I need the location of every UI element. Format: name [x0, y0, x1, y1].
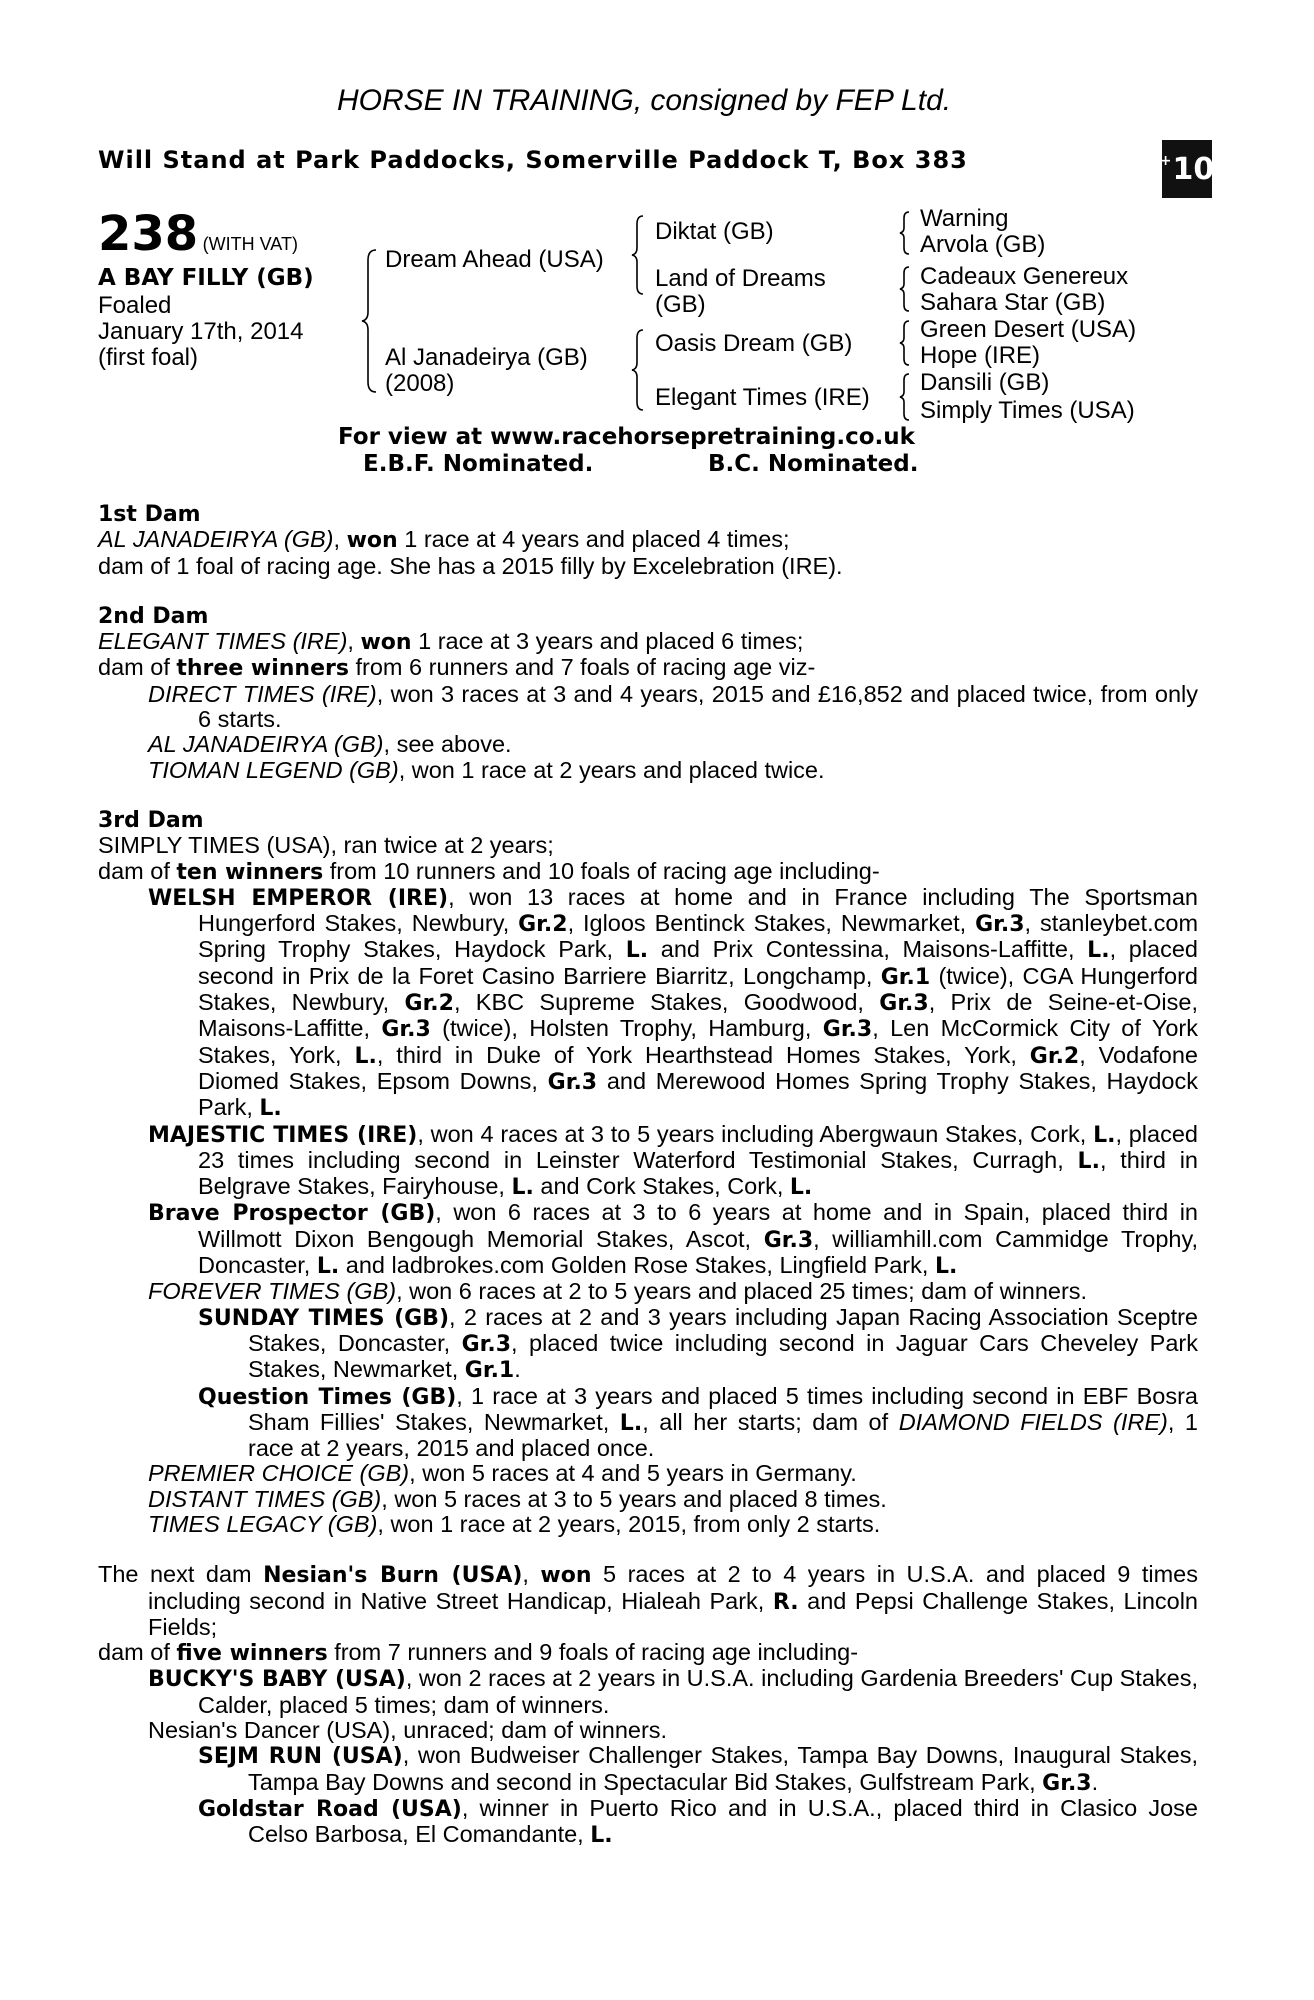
text: The next dam	[98, 1561, 264, 1588]
text: , won 5 races at 3 to 5 years and placed 8 times.	[381, 1485, 887, 1512]
text: , won 6 races at 3 to 6 years at home and in Spain, placed third in Willmott Dixon Bengough Memorial Stakes, Ascot,	[198, 1199, 1198, 1252]
progeny-nesians-dancer: Nesian's Dancer (USA), unraced; dam of winners.	[148, 1717, 668, 1744]
sire-dam-line2: (GB)	[655, 291, 706, 318]
brace-ds	[898, 319, 912, 367]
lot-description: A BAY FILLY (GB)	[98, 265, 314, 291]
text: dam of	[98, 1639, 177, 1666]
grade: Gr.2	[1029, 1043, 1080, 1069]
badge-number: 10	[1172, 151, 1215, 187]
grade: L.	[511, 1175, 534, 1201]
horse-name: WELSH EMPEROR (IRE)	[148, 885, 449, 911]
progeny-premier-choice	[98, 1461, 1198, 1486]
text: , won 1 race at 2 years and placed twice.	[398, 756, 825, 783]
grade: L.	[259, 1096, 282, 1122]
text: dam of	[98, 654, 177, 681]
text: (twice), Holsten Trophy, Hamburg,	[430, 1015, 823, 1042]
dam-sire: Oasis Dream (GB)	[655, 330, 853, 357]
progeny-goldstar-road	[98, 1796, 1198, 1849]
lot-number: 238	[98, 206, 199, 262]
text: , winner in Puerto Rico and in U.S.A., placed third in Clasico Jose Celso Barbosa, El Comandante,	[248, 1794, 1198, 1848]
progeny-sunday-times: SUNDAY TIMES (GB), 2 races at 2 and 3 years including Japan Racing Association Sceptre Stakes, Doncaster, Gr.3, placed twice including second in Jaguar Cars Cheveley Park Stakes, Newmarket, Gr.1.	[198, 1303, 1198, 1384]
progeny-direct-times	[98, 682, 1198, 733]
progeny-buckys-baby	[98, 1666, 1198, 1718]
lot-number-row	[98, 206, 298, 262]
brace-dam	[630, 328, 646, 412]
first-dam-heading: 1st Dam	[98, 502, 201, 527]
brace-sire-dam	[360, 248, 380, 394]
text: , Vodafone Diomed Stakes, Epsom Downs,	[198, 1041, 1198, 1094]
text: , placed second in Prix de la Foret Casino Barriere Biarritz, Longchamp,	[198, 936, 1198, 989]
horse-name: PREMIER CHOICE (GB)	[148, 1460, 410, 1487]
grade: Gr.3	[381, 1017, 431, 1043]
text: , won 4 races at 3 to 5 years including Abergwaun Stakes, Cork,	[417, 1120, 1094, 1147]
stand-line: Will Stand at Park Paddocks, Somerville Paddock T, Box 383	[98, 146, 968, 174]
first-foal-note: (first foal)	[98, 344, 199, 371]
dam-name: ELEGANT TIMES (IRE)	[98, 628, 348, 655]
text: and Cork Stakes, Cork,	[533, 1173, 790, 1200]
brace-sd	[898, 265, 912, 313]
horse-name: TIMES LEGACY (GB)	[148, 1510, 378, 1537]
text: , won 5 races at 4 and 5 years in Germany.	[409, 1460, 857, 1487]
dam-dam: Elegant Times (IRE)	[655, 384, 870, 411]
grade: L.	[1093, 1122, 1116, 1148]
horse-name: Question Times (GB)	[198, 1384, 457, 1410]
dam-name: AL JANADEIRYA (GB)	[98, 526, 334, 553]
text: , won 1 race at 2 years, 2015, from only 2 starts.	[377, 1510, 881, 1537]
text: , third in Belgrave Stakes, Fairyhouse,	[198, 1146, 1198, 1200]
text: and Pepsi Challenge Stakes, Lincoln Fields;	[148, 1587, 1198, 1640]
progeny-welsh-emperor	[98, 885, 1198, 1122]
text: , placed twice including second in Jaguar Cars Cheveley Park Stakes, Newmarket,	[248, 1329, 1198, 1383]
progeny-al-janadeirya	[98, 732, 1198, 757]
spacer	[98, 579, 1198, 604]
text: , won 6 races at 2 to 5 years and placed 25 times; dam of winners.	[396, 1278, 1088, 1305]
winners-count: ten winners	[176, 859, 324, 885]
spacer	[98, 1537, 1198, 1562]
progeny-forever-times	[98, 1279, 1198, 1304]
first-dam-line1: AL JANADEIRYA (GB), won 1 race at 4 years and placed 4 times;	[98, 526, 790, 554]
grade: Gr.2	[404, 991, 454, 1017]
horse-name: DIAMOND FIELDS (IRE)	[898, 1408, 1168, 1435]
lot-badge	[1159, 140, 1215, 198]
text: , placed 23 times including second in Leinster Waterford Testimonial Stakes, Curragh,	[198, 1120, 1198, 1173]
ggdam-2: Sahara Star (GB)	[920, 289, 1106, 316]
second-dam-line1: ELEGANT TIMES (IRE), won 1 race at 3 years and placed 6 times;	[98, 628, 804, 656]
grade: R.	[772, 1589, 799, 1615]
brace-dd	[898, 372, 912, 422]
text: and ladbrokes.com Golden Rose Stakes, Lingfield Park,	[339, 1252, 935, 1279]
first-dam-line2: dam of 1 foal of racing age. She has a 2015 filly by Excelebration (IRE).	[98, 552, 843, 579]
bc-nominated: B.C. Nominated.	[708, 451, 919, 477]
progeny-question-times	[98, 1384, 1198, 1462]
vat-label: (WITH VAT)	[202, 234, 298, 254]
next-dam-damof	[98, 1640, 1198, 1666]
progeny-times-legacy	[98, 1512, 1198, 1537]
grade: L.	[789, 1175, 813, 1201]
progeny-brave-prospector	[98, 1200, 1198, 1279]
text: and Prix Contessina, Maisons-Laffitte,	[648, 936, 1088, 963]
text: , Igloos Bentinck Stakes, Newmarket,	[567, 910, 976, 937]
text: dam of	[98, 857, 177, 884]
dam-year: (2008)	[385, 370, 455, 397]
text: ,	[522, 1561, 541, 1588]
catalogue-body	[98, 502, 1198, 1849]
ggsire-4: Dansili (GB)	[920, 369, 1050, 396]
horse-name: TIOMAN LEGEND (GB)	[148, 756, 399, 783]
horse-name: MAJESTIC TIMES (IRE)	[148, 1122, 418, 1148]
brace-ss	[898, 210, 912, 256]
horse-name: Brave Prospector (GB)	[148, 1201, 436, 1227]
won-word: won	[540, 1563, 592, 1589]
grade: L.	[619, 1410, 643, 1436]
grade: Gr.3	[547, 1069, 598, 1095]
third-dam-line1: SIMPLY TIMES (USA), ran twice at 2 years;	[98, 832, 554, 859]
ggdam-3: Hope (IRE)	[920, 342, 1041, 369]
text: , third in Duke of York Hearthstead Homes Stakes, York,	[376, 1041, 1030, 1068]
text: 1 race at 3 years and placed 6 times;	[411, 628, 804, 655]
ebf-nominated: E.B.F. Nominated.	[363, 451, 594, 477]
horse-name: SEJM RUN (USA)	[198, 1744, 403, 1770]
progeny-sejm-run: SEJM RUN (USA), won Budweiser Challenger Stakes, Tampa Bay Downs, Inaugural Stakes, Tampa Bay Downs and second in Spectacular Bid Stakes, Gulfstream Park, Gr.3.	[198, 1742, 1198, 1796]
text: , see above.	[383, 731, 512, 758]
grade: L.	[590, 1823, 613, 1849]
third-dam-heading: 3rd Dam	[98, 807, 204, 833]
ggdam-1: Arvola (GB)	[920, 231, 1046, 258]
foaled-label: Foaled	[98, 292, 172, 319]
sire-dam-line1: Land of Dreams	[655, 265, 826, 292]
consignor-header: HORSE IN TRAINING, consigned by FEP Ltd.	[337, 84, 952, 117]
horse-name: AL JANADEIRYA (GB)	[148, 731, 384, 758]
ggsire-2: Cadeaux Genereux	[920, 263, 1129, 290]
grade: Gr.3	[975, 912, 1025, 938]
foaled-date: January 17th, 2014	[98, 318, 304, 345]
text: , won 2 races at 2 years in U.S.A. including Gardenia Breeders' Cup Stakes, Calder, placed 5 times; dam of winners.	[198, 1665, 1199, 1718]
ggsire-1: Warning	[920, 205, 1009, 232]
text: 1 race at 4 years and placed 4 times;	[397, 526, 790, 553]
grade: Gr.3	[763, 1227, 814, 1253]
text: , all her starts; dam of	[642, 1408, 899, 1435]
text: , KBC Supreme Stakes, Goodwood,	[453, 989, 880, 1016]
horse-name: Goldstar Road (USA)	[198, 1796, 462, 1822]
grade: Gr.3	[822, 1017, 873, 1043]
badge-plus: +	[1159, 153, 1172, 169]
text: and Merewood Homes Spring Trophy Stakes, Haydock Park,	[198, 1067, 1198, 1121]
text: , stanleybet.com Spring Trophy Stakes, Haydock Park,	[198, 910, 1199, 963]
grade: Gr.3	[1042, 1770, 1092, 1796]
grade: Gr.1	[880, 964, 931, 990]
text: , williamhill.com Cammidge Trophy, Doncaster,	[198, 1225, 1199, 1279]
text: , 1 race at 2 years, 2015 and placed once.	[248, 1408, 1198, 1462]
horse-name: BUCKY'S BABY (USA)	[148, 1667, 406, 1693]
brace-sire	[630, 214, 646, 296]
text: , 1 race at 3 years and placed 5 times including second in EBF Bosra Sham Fillies' Stakes, Newmarket,	[248, 1382, 1198, 1435]
winners-count: five winners	[176, 1641, 328, 1667]
text: from 7 runners and 9 foals of racing age including-	[327, 1639, 859, 1666]
spacer	[98, 783, 1198, 808]
text: , Prix de Seine-et-Oise, Maisons-Laffitte,	[198, 989, 1198, 1042]
grade: L.	[1077, 1148, 1100, 1174]
horse-name: FOREVER TIMES (GB)	[148, 1278, 397, 1305]
ggdam-4: Simply Times (USA)	[920, 397, 1135, 424]
winners-count: three winners	[176, 656, 349, 682]
horse-name: DIRECT TIMES (IRE)	[148, 680, 377, 707]
grade: Gr.2	[518, 912, 568, 938]
second-dam-heading: 2nd Dam	[98, 603, 209, 629]
grade: Gr.3	[879, 991, 929, 1017]
second-dam-line2	[98, 655, 1198, 681]
progeny-tioman-legend	[98, 758, 1198, 783]
progeny-distant-times	[98, 1487, 1198, 1512]
text: , 2 races at 2 and 3 years including Japan Racing Association Sceptre Stakes, Doncaster,	[248, 1303, 1198, 1356]
progeny-majestic-times	[98, 1122, 1198, 1201]
grade: Gr.1	[464, 1358, 515, 1384]
grade: L.	[316, 1254, 340, 1280]
text: , won 3 races at 3 and 4 years, 2015 and £16,852 and placed twice, from only 6 starts.	[198, 680, 1198, 733]
text: from 10 runners and 10 foals of racing age including-	[323, 857, 880, 884]
horse-name: DISTANT TIMES (GB)	[148, 1485, 382, 1512]
view-line: For view at www.racehorsepretraining.co.uk	[338, 424, 915, 450]
text: , Len McCormick City of York Stakes, York,	[198, 1015, 1199, 1068]
horse-name: SUNDAY TIMES (GB)	[198, 1305, 450, 1331]
grade: L.	[354, 1043, 377, 1069]
next-dam-paragraph	[98, 1562, 1198, 1640]
ggsire-3: Green Desert (USA)	[920, 316, 1137, 343]
text: from 6 runners and 7 foals of racing age viz-	[348, 654, 816, 681]
won-word: won	[360, 630, 412, 656]
grade: L.	[1087, 938, 1110, 964]
text: 5 races at 2 to 4 years in U.S.A. and placed 9 times including second in Native Street Handicap, Hialeah Park,	[148, 1561, 1198, 1614]
grade: L.	[934, 1254, 958, 1280]
text: (twice), CGA Hungerford Stakes, Newbury,	[198, 962, 1199, 1016]
sire: Dream Ahead (USA)	[385, 246, 604, 273]
won-word: won	[346, 528, 398, 554]
sire-sire: Diktat (GB)	[655, 218, 774, 245]
horse-name: Nesian's Burn (USA)	[263, 1563, 523, 1589]
text: , won Budweiser Challenger Stakes, Tampa Bay Downs, Inaugural Stakes, Tampa Bay Downs and second in Spectacular Bid Stakes, Gulfstream Park,	[248, 1742, 1198, 1795]
dam: Al Janadeirya (GB)	[385, 344, 588, 371]
grade: Gr.3	[461, 1331, 512, 1357]
grade: L.	[625, 938, 649, 964]
text: , won 13 races at home and in France including The Sportsman Hungerford Stakes, Newbury,	[198, 883, 1198, 937]
third-dam-line2	[98, 859, 1198, 885]
